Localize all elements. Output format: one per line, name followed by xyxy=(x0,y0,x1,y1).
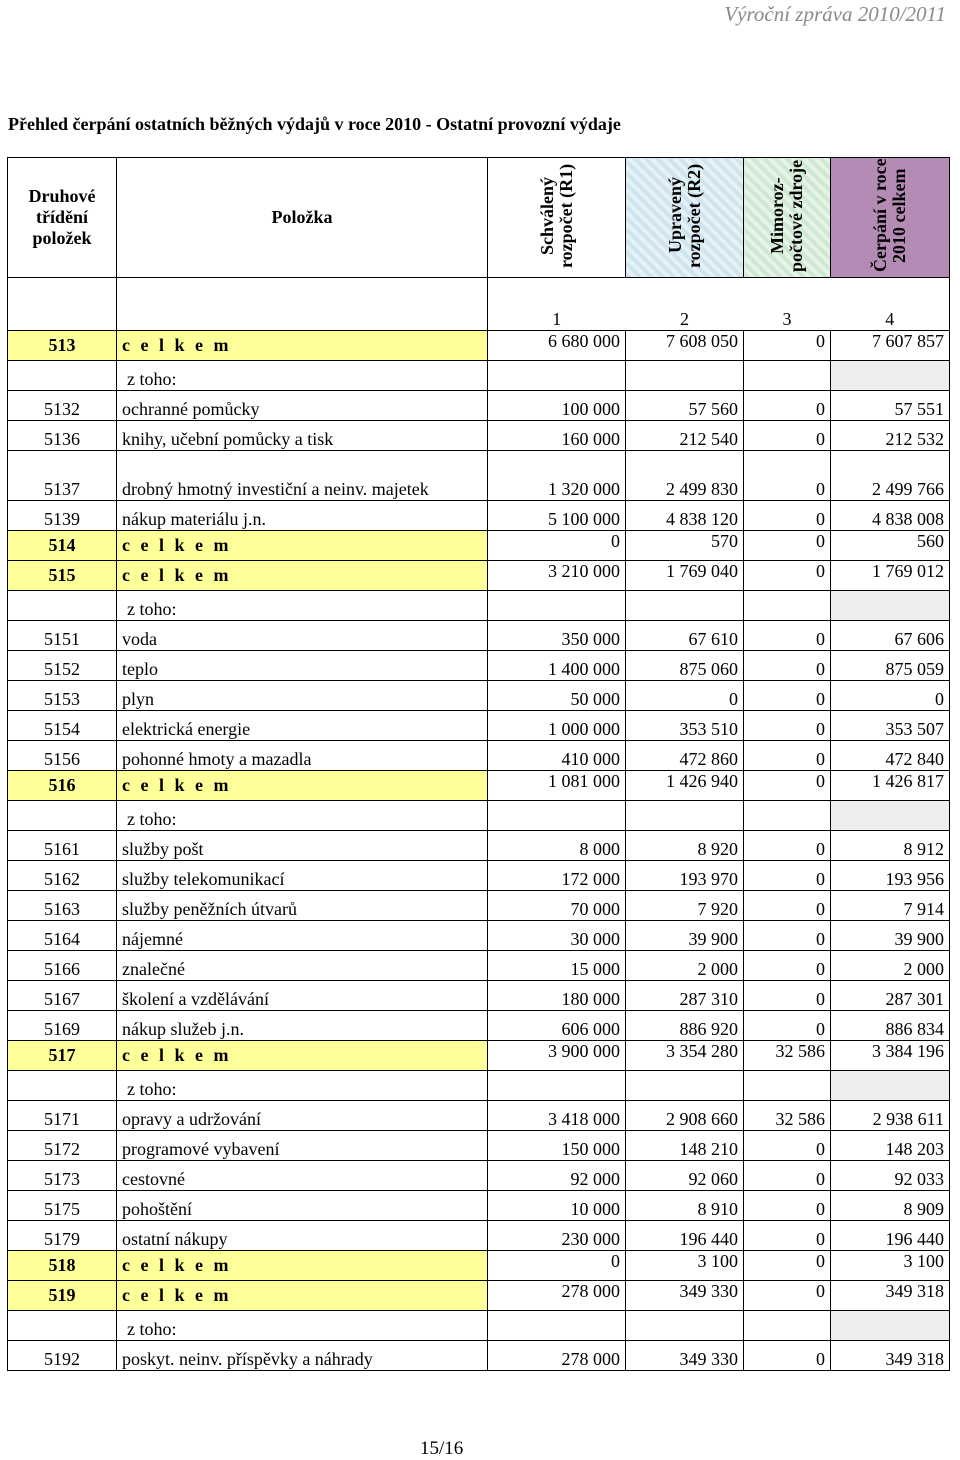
document-header-title: Výroční zpráva 2010/2011 xyxy=(724,2,946,26)
approved-budget-cell: 6 680 000 xyxy=(488,331,626,361)
spending-cell: 472 840 xyxy=(831,741,950,771)
approved-budget-cell: 410 000 xyxy=(488,741,626,771)
item-label: z toho: xyxy=(117,1071,488,1101)
spending-cell: 2 499 766 xyxy=(831,451,950,501)
adjusted-budget-cell: 7 920 xyxy=(626,891,744,921)
extra-budgetary-cell: 0 xyxy=(744,771,831,801)
adjusted-budget-cell: 92 060 xyxy=(626,1161,744,1191)
adjusted-budget-cell: 39 900 xyxy=(626,921,744,951)
table-row xyxy=(8,1191,950,1221)
spending-cell: 193 956 xyxy=(831,861,950,891)
item-label: c e l k e m xyxy=(117,1251,488,1281)
item-label: cestovné xyxy=(117,1161,488,1191)
adjusted-budget-cell: 3 354 280 xyxy=(626,1041,744,1071)
approved-budget-cell: 3 210 000 xyxy=(488,561,626,591)
summary-row xyxy=(8,1251,950,1281)
table-row xyxy=(8,741,950,771)
spending-cell: 1 769 012 xyxy=(831,561,950,591)
adjusted-budget-cell: 886 920 xyxy=(626,1011,744,1041)
code-cell: 5163 xyxy=(8,891,117,921)
value-cell xyxy=(626,361,744,391)
extra-budgetary-cell: 0 xyxy=(744,861,831,891)
extra-budgetary-cell: 0 xyxy=(744,1281,831,1311)
extra-budgetary-cell: 32 586 xyxy=(744,1041,831,1071)
separator-cell xyxy=(8,278,117,303)
spending-cell: 349 318 xyxy=(831,1341,950,1371)
value-cell xyxy=(488,1311,626,1341)
code-cell: 517 xyxy=(8,1041,117,1071)
item-label: plyn xyxy=(117,681,488,711)
spending-cell: 0 xyxy=(831,681,950,711)
code-cell: 518 xyxy=(8,1251,117,1281)
value-cell xyxy=(831,801,950,831)
extra-budgetary-cell: 0 xyxy=(744,891,831,921)
adjusted-budget-cell: 349 330 xyxy=(626,1281,744,1311)
header-item: Položka xyxy=(117,158,488,278)
code-cell: 5137 xyxy=(8,451,117,501)
value-cell xyxy=(744,1311,831,1341)
spending-cell: 3 100 xyxy=(831,1251,950,1281)
item-label: nájemné xyxy=(117,921,488,951)
item-label: teplo xyxy=(117,651,488,681)
code-cell: 515 xyxy=(8,561,117,591)
column-number: 1 xyxy=(488,302,626,331)
table-row xyxy=(8,951,950,981)
code-cell: 5139 xyxy=(8,501,117,531)
approved-budget-cell: 278 000 xyxy=(488,1281,626,1311)
extra-budgetary-cell: 0 xyxy=(744,651,831,681)
report-title: Přehled čerpání ostatních běžných výdajů v roce 2010 - Ostatní provozní výdaje xyxy=(8,114,621,134)
value-cell xyxy=(744,801,831,831)
extra-budgetary-cell: 0 xyxy=(744,621,831,651)
header-approved-budget-text: Schválený rozpočet (R1) xyxy=(536,162,576,268)
table-row xyxy=(8,1161,950,1191)
adjusted-budget-cell: 875 060 xyxy=(626,651,744,681)
item-label: znalečné xyxy=(117,951,488,981)
adjusted-budget-cell: 67 610 xyxy=(626,621,744,651)
extra-budgetary-cell: 0 xyxy=(744,331,831,361)
item-label: c e l k e m xyxy=(117,1041,488,1071)
adjusted-budget-cell: 7 608 050 xyxy=(626,331,744,361)
code-cell: 514 xyxy=(8,531,117,561)
summary-row xyxy=(8,531,950,561)
approved-budget-cell: 1 400 000 xyxy=(488,651,626,681)
spending-cell: 212 532 xyxy=(831,421,950,451)
code-cell: 516 xyxy=(8,771,117,801)
item-label: c e l k e m xyxy=(117,331,488,361)
item-label: voda xyxy=(117,621,488,651)
extra-budgetary-cell: 0 xyxy=(744,391,831,421)
spending-cell: 39 900 xyxy=(831,921,950,951)
column-number: 2 xyxy=(626,302,744,331)
item-label: elektrická energie xyxy=(117,711,488,741)
code-cell: 5136 xyxy=(8,421,117,451)
extra-budgetary-cell: 0 xyxy=(744,1341,831,1371)
extra-budgetary-cell: 32 586 xyxy=(744,1101,831,1131)
header-extra-budgetary xyxy=(744,158,831,278)
approved-budget-cell: 1 320 000 xyxy=(488,451,626,501)
adjusted-budget-cell: 0 xyxy=(626,681,744,711)
spending-cell: 886 834 xyxy=(831,1011,950,1041)
item-label: služby peněžních útvarů xyxy=(117,891,488,921)
spending-cell: 2 000 xyxy=(831,951,950,981)
value-cell xyxy=(488,361,626,391)
spending-cell: 8 909 xyxy=(831,1191,950,1221)
value-cell xyxy=(831,1071,950,1101)
spending-cell: 92 033 xyxy=(831,1161,950,1191)
item-label: c e l k e m xyxy=(117,1281,488,1311)
summary-row xyxy=(8,771,950,801)
extra-budgetary-cell: 0 xyxy=(744,951,831,981)
separator-cell xyxy=(626,278,744,303)
spending-cell: 2 938 611 xyxy=(831,1101,950,1131)
subheading-row xyxy=(8,361,950,391)
table-row xyxy=(8,861,950,891)
table-row xyxy=(8,501,950,531)
header-spending-text: Čerpání v roce 2010 celkem xyxy=(870,158,909,272)
extra-budgetary-cell: 0 xyxy=(744,1191,831,1221)
column-number-empty xyxy=(8,302,117,331)
approved-budget-cell: 100 000 xyxy=(488,391,626,421)
extra-budgetary-cell: 0 xyxy=(744,921,831,951)
code-cell: 5167 xyxy=(8,981,117,1011)
extra-budgetary-cell: 0 xyxy=(744,561,831,591)
adjusted-budget-cell: 1 769 040 xyxy=(626,561,744,591)
value-cell xyxy=(831,591,950,621)
extra-budgetary-cell: 0 xyxy=(744,501,831,531)
approved-budget-cell: 30 000 xyxy=(488,921,626,951)
summary-row xyxy=(8,561,950,591)
item-label: pohonné hmoty a mazadla xyxy=(117,741,488,771)
header-adjusted-budget xyxy=(626,158,744,278)
spending-cell: 8 912 xyxy=(831,831,950,861)
spending-cell: 3 384 196 xyxy=(831,1041,950,1071)
code-cell: 5169 xyxy=(8,1011,117,1041)
adjusted-budget-cell: 4 838 120 xyxy=(626,501,744,531)
extra-budgetary-cell: 0 xyxy=(744,1161,831,1191)
spending-cell: 349 318 xyxy=(831,1281,950,1311)
expenditure-table xyxy=(7,157,950,1371)
code-cell: 5132 xyxy=(8,391,117,421)
subheading-row xyxy=(8,1311,950,1341)
header-classification: Druhové třídění položek xyxy=(8,158,117,278)
extra-budgetary-cell: 0 xyxy=(744,831,831,861)
code-cell: 5171 xyxy=(8,1101,117,1131)
adjusted-budget-cell: 2 000 xyxy=(626,951,744,981)
item-label: nákup materiálu j.n. xyxy=(117,501,488,531)
code-cell: 5162 xyxy=(8,861,117,891)
extra-budgetary-cell: 0 xyxy=(744,711,831,741)
adjusted-budget-cell: 349 330 xyxy=(626,1341,744,1371)
spending-cell: 560 xyxy=(831,531,950,561)
column-number-row xyxy=(8,302,950,331)
code-cell xyxy=(8,361,117,391)
adjusted-budget-cell: 193 970 xyxy=(626,861,744,891)
adjusted-budget-cell: 8 910 xyxy=(626,1191,744,1221)
code-cell: 5156 xyxy=(8,741,117,771)
table-row xyxy=(8,1011,950,1041)
table-row xyxy=(8,1341,950,1371)
spending-cell: 287 301 xyxy=(831,981,950,1011)
code-cell xyxy=(8,1311,117,1341)
code-cell xyxy=(8,1071,117,1101)
adjusted-budget-cell: 148 210 xyxy=(626,1131,744,1161)
extra-budgetary-cell: 0 xyxy=(744,1131,831,1161)
item-label: ochranné pomůcky xyxy=(117,391,488,421)
approved-budget-cell: 92 000 xyxy=(488,1161,626,1191)
table-row xyxy=(8,391,950,421)
adjusted-budget-cell: 570 xyxy=(626,531,744,561)
table-row xyxy=(8,711,950,741)
adjusted-budget-cell: 212 540 xyxy=(626,421,744,451)
summary-row xyxy=(8,1281,950,1311)
value-cell xyxy=(626,801,744,831)
spending-cell: 353 507 xyxy=(831,711,950,741)
table-row xyxy=(8,891,950,921)
code-cell: 513 xyxy=(8,331,117,361)
spending-cell: 7 607 857 xyxy=(831,331,950,361)
separator-cell xyxy=(744,278,831,303)
code-cell xyxy=(8,591,117,621)
item-label: nákup služeb j.n. xyxy=(117,1011,488,1041)
extra-budgetary-cell: 0 xyxy=(744,531,831,561)
code-cell xyxy=(8,801,117,831)
item-label: knihy, učební pomůcky a tisk xyxy=(117,421,488,451)
value-cell xyxy=(626,1071,744,1101)
item-label: z toho: xyxy=(117,801,488,831)
approved-budget-cell: 3 900 000 xyxy=(488,1041,626,1071)
adjusted-budget-cell: 1 426 940 xyxy=(626,771,744,801)
header-extra-budgetary-text: Mimoroz-počtové zdroje xyxy=(767,158,806,272)
value-cell xyxy=(744,591,831,621)
adjusted-budget-cell: 472 860 xyxy=(626,741,744,771)
code-cell: 5166 xyxy=(8,951,117,981)
approved-budget-cell: 1 000 000 xyxy=(488,711,626,741)
spending-cell: 148 203 xyxy=(831,1131,950,1161)
adjusted-budget-cell: 3 100 xyxy=(626,1251,744,1281)
value-cell xyxy=(626,591,744,621)
spending-cell: 875 059 xyxy=(831,651,950,681)
approved-budget-cell: 10 000 xyxy=(488,1191,626,1221)
header-spending xyxy=(831,158,950,278)
approved-budget-cell: 230 000 xyxy=(488,1221,626,1251)
value-cell xyxy=(626,1311,744,1341)
code-cell: 5173 xyxy=(8,1161,117,1191)
column-number: 4 xyxy=(831,302,950,331)
extra-budgetary-cell: 0 xyxy=(744,681,831,711)
separator-cell xyxy=(831,278,950,303)
approved-budget-cell: 5 100 000 xyxy=(488,501,626,531)
item-label: z toho: xyxy=(117,1311,488,1341)
item-label: pohoštění xyxy=(117,1191,488,1221)
extra-budgetary-cell: 0 xyxy=(744,1221,831,1251)
extra-budgetary-cell: 0 xyxy=(744,1011,831,1041)
table-row xyxy=(8,831,950,861)
extra-budgetary-cell: 0 xyxy=(744,1251,831,1281)
spending-cell: 1 426 817 xyxy=(831,771,950,801)
spending-cell: 57 551 xyxy=(831,391,950,421)
summary-row xyxy=(8,1041,950,1071)
column-number: 3 xyxy=(744,302,831,331)
adjusted-budget-cell: 57 560 xyxy=(626,391,744,421)
value-cell xyxy=(831,361,950,391)
approved-budget-cell: 606 000 xyxy=(488,1011,626,1041)
code-cell: 5164 xyxy=(8,921,117,951)
code-cell: 5179 xyxy=(8,1221,117,1251)
item-label: opravy a udržování xyxy=(117,1101,488,1131)
item-label: z toho: xyxy=(117,591,488,621)
table-row xyxy=(8,681,950,711)
value-cell xyxy=(488,1071,626,1101)
item-label: služby pošt xyxy=(117,831,488,861)
extra-budgetary-cell: 0 xyxy=(744,981,831,1011)
adjusted-budget-cell: 353 510 xyxy=(626,711,744,741)
item-label: drobný hmotný investiční a neinv. majetek xyxy=(117,451,488,501)
approved-budget-cell: 3 418 000 xyxy=(488,1101,626,1131)
subheading-row xyxy=(8,801,950,831)
summary-row xyxy=(8,331,950,361)
extra-budgetary-cell: 0 xyxy=(744,451,831,501)
separator-row xyxy=(8,278,950,303)
item-label: c e l k e m xyxy=(117,531,488,561)
approved-budget-cell: 278 000 xyxy=(488,1341,626,1371)
table-row xyxy=(8,1221,950,1251)
value-cell xyxy=(831,1311,950,1341)
value-cell xyxy=(744,1071,831,1101)
subheading-row xyxy=(8,591,950,621)
header-approved-budget xyxy=(488,158,626,278)
adjusted-budget-cell: 2 908 660 xyxy=(626,1101,744,1131)
spending-cell: 196 440 xyxy=(831,1221,950,1251)
spending-cell: 67 606 xyxy=(831,621,950,651)
approved-budget-cell: 70 000 xyxy=(488,891,626,921)
approved-budget-cell: 180 000 xyxy=(488,981,626,1011)
item-label: c e l k e m xyxy=(117,771,488,801)
approved-budget-cell: 1 081 000 xyxy=(488,771,626,801)
code-cell: 5152 xyxy=(8,651,117,681)
item-label: ostatní nákupy xyxy=(117,1221,488,1251)
code-cell: 5175 xyxy=(8,1191,117,1221)
value-cell xyxy=(488,801,626,831)
adjusted-budget-cell: 196 440 xyxy=(626,1221,744,1251)
adjusted-budget-cell: 2 499 830 xyxy=(626,451,744,501)
table-row xyxy=(8,921,950,951)
separator-cell xyxy=(488,278,626,303)
item-label: poskyt. neinv. příspěvky a náhrady xyxy=(117,1341,488,1371)
item-label: c e l k e m xyxy=(117,561,488,591)
table-row xyxy=(8,451,950,501)
spending-cell: 7 914 xyxy=(831,891,950,921)
approved-budget-cell: 350 000 xyxy=(488,621,626,651)
approved-budget-cell: 8 000 xyxy=(488,831,626,861)
approved-budget-cell: 150 000 xyxy=(488,1131,626,1161)
table-row xyxy=(8,651,950,681)
table-row xyxy=(8,421,950,451)
extra-budgetary-cell: 0 xyxy=(744,421,831,451)
value-cell xyxy=(488,591,626,621)
page-number: 15/16 xyxy=(420,1438,464,1459)
table-row xyxy=(8,1101,950,1131)
approved-budget-cell: 0 xyxy=(488,1251,626,1281)
code-cell: 5172 xyxy=(8,1131,117,1161)
column-number-empty xyxy=(117,302,488,331)
code-cell: 5153 xyxy=(8,681,117,711)
code-cell: 5192 xyxy=(8,1341,117,1371)
code-cell: 519 xyxy=(8,1281,117,1311)
subheading-row xyxy=(8,1071,950,1101)
adjusted-budget-cell: 287 310 xyxy=(626,981,744,1011)
code-cell: 5161 xyxy=(8,831,117,861)
approved-budget-cell: 50 000 xyxy=(488,681,626,711)
item-label: programové vybavení xyxy=(117,1131,488,1161)
approved-budget-cell: 172 000 xyxy=(488,861,626,891)
item-label: z toho: xyxy=(117,361,488,391)
table-header-row xyxy=(8,158,950,278)
table-row xyxy=(8,1131,950,1161)
extra-budgetary-cell: 0 xyxy=(744,741,831,771)
table-row xyxy=(8,621,950,651)
item-label: školení a vzdělávání xyxy=(117,981,488,1011)
approved-budget-cell: 160 000 xyxy=(488,421,626,451)
code-cell: 5154 xyxy=(8,711,117,741)
table-row xyxy=(8,981,950,1011)
code-cell: 5151 xyxy=(8,621,117,651)
item-label: služby telekomunikací xyxy=(117,861,488,891)
value-cell xyxy=(744,361,831,391)
spending-cell: 4 838 008 xyxy=(831,501,950,531)
adjusted-budget-cell: 8 920 xyxy=(626,831,744,861)
approved-budget-cell: 15 000 xyxy=(488,951,626,981)
separator-cell xyxy=(117,278,488,303)
header-adjusted-budget-text: Upravený rozpočet (R2) xyxy=(664,162,704,268)
approved-budget-cell: 0 xyxy=(488,531,626,561)
